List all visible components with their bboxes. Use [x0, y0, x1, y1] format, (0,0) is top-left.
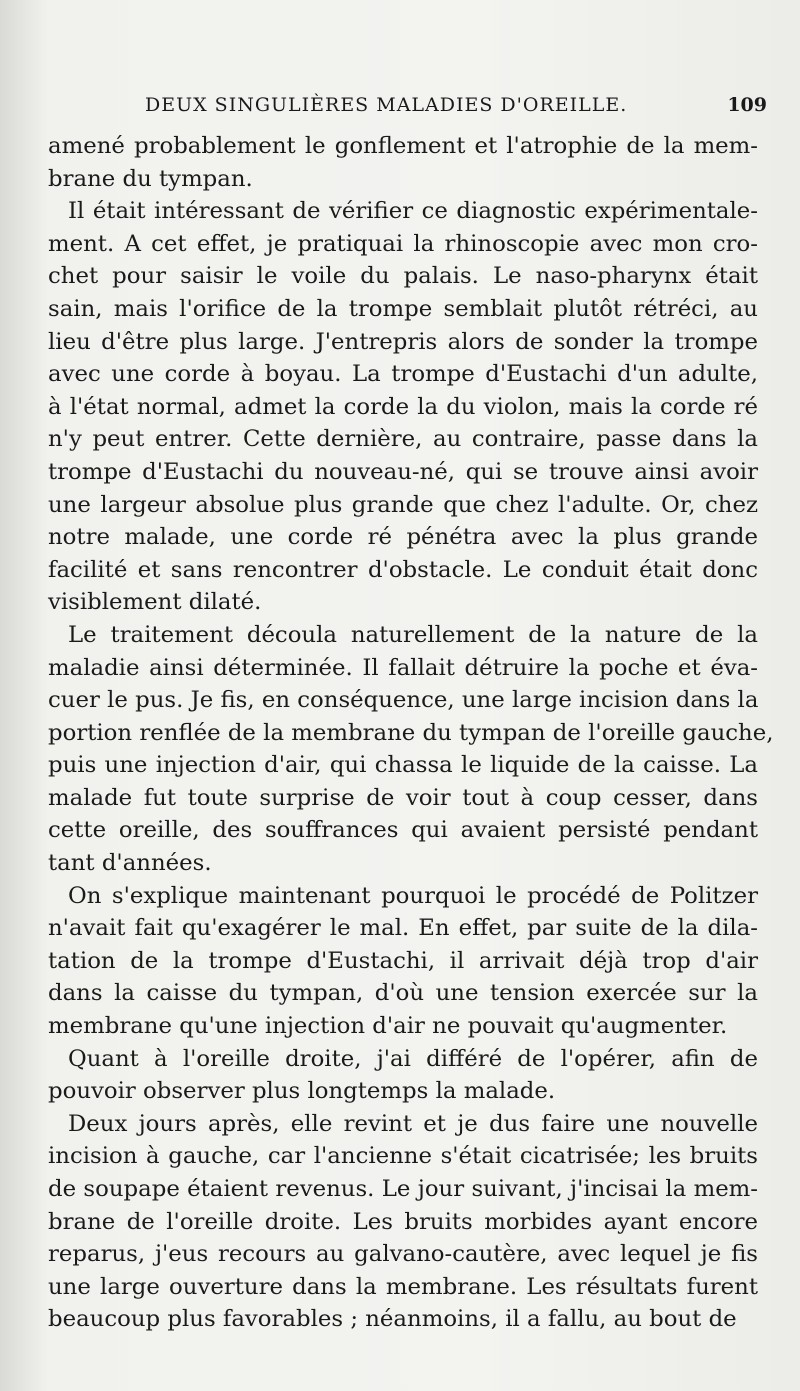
- text-line: Le traitement découla naturellement de la nature de la: [68, 621, 758, 648]
- text-line: avec une corde à boyau. La trompe d'Eustachi d'un adulte,: [48, 361, 758, 388]
- text-line: reparus, j'eus recours au galvano-cautère, avec lequel je fis: [48, 1241, 758, 1268]
- text-line: ment. A cet effet, je pratiquai la rhinoscopie avec mon cro-: [48, 230, 758, 257]
- text-line: n'avait fait qu'exagérer le mal. En effet, par suite de la dila-: [48, 915, 758, 942]
- text-line: On s'explique maintenant pourquoi le procédé de Politzer: [68, 882, 758, 909]
- text-line: brane de l'oreille droite. Les bruits morbides ayant encore: [48, 1208, 758, 1235]
- text-line: tant d'années.: [48, 850, 212, 877]
- text-line: Il était intéressant de vérifier ce diagnostic expérimentale-: [68, 198, 758, 225]
- text-line: dans la caisse du tympan, d'où une tension exercée sur la: [48, 980, 758, 1007]
- text-line: Deux jours après, elle revint et je dus faire une nouvelle: [68, 1110, 758, 1137]
- text-line: puis une injection d'air, qui chassa le liquide de la caisse. La: [48, 752, 758, 779]
- text-line: une large ouverture dans la membrane. Les résultats furent: [48, 1273, 758, 1300]
- text-line: à l'état normal, admet la corde la du violon, mais la corde ré: [48, 393, 758, 420]
- text-line: chet pour saisir le voile du palais. Le naso-pharynx était: [48, 263, 758, 290]
- text-line: brane du tympan.: [48, 165, 253, 192]
- paragraph: [48, 195, 758, 619]
- paragraph: [48, 880, 758, 1043]
- text-line: cette oreille, des souffrances qui avaient persisté pendant: [48, 817, 758, 844]
- text-line: portion renflée de la membrane du tympan de l'oreille gauche,: [48, 719, 774, 746]
- text-line: amené probablement le gonflement et l'atrophie de la mem-: [48, 133, 758, 159]
- page-header: [145, 94, 775, 124]
- text-line: Quant à l'oreille droite, j'ai différé de l'opérer, afin de: [68, 1045, 758, 1072]
- text-line: notre malade, une corde ré pénétra avec la plus grande: [48, 524, 758, 551]
- text-line: lieu d'être plus large. J'entrepris alors de sonder la trompe: [48, 328, 758, 355]
- paragraph: [48, 1043, 758, 1108]
- text-line: pouvoir observer plus longtemps la malade.: [48, 1078, 556, 1105]
- text-line: n'y peut entrer. Cette dernière, au contraire, passe dans la: [48, 426, 758, 453]
- text-line: facilité et sans rencontrer d'obstacle. Le conduit était donc: [48, 556, 758, 583]
- text-line: beaucoup plus favorables ; néanmoins, il a fallu, au bout de: [48, 1306, 737, 1333]
- paragraph: [48, 130, 758, 195]
- body-text: [48, 130, 774, 1336]
- text-line: de soupape étaient revenus. Le jour suivant, j'incisai la mem-: [48, 1176, 758, 1202]
- text-line: trompe d'Eustachi du nouveau-né, qui se trouve ainsi avoir: [48, 458, 758, 485]
- text-line: visiblement dilaté.: [48, 589, 262, 616]
- text-line: une largeur absolue plus grande que chez l'adulte. Or, chez: [48, 491, 758, 518]
- paragraph: [48, 619, 774, 880]
- text-line: sain, mais l'orifice de la trompe semblait plutôt rétréci, au: [48, 295, 758, 322]
- text-line: cuer le pus. Je fis, en conséquence, une large incision dans la: [48, 687, 759, 714]
- page-number: 109: [727, 94, 767, 116]
- text-line: tation de la trompe d'Eustachi, il arrivait déjà trop d'air: [48, 947, 758, 974]
- paragraph: [48, 1108, 758, 1336]
- text-line: malade fut toute surprise de voir tout à coup cesser, dans: [48, 784, 758, 811]
- running-title: DEUX SINGULIÈRES MALADIES D'OREILLE.: [145, 94, 628, 116]
- text-line: membrane qu'une injection d'air ne pouvait qu'augmenter.: [48, 1013, 728, 1040]
- text-line: incision à gauche, car l'ancienne s'était cicatrisée; les bruits: [48, 1143, 758, 1170]
- text-line: maladie ainsi déterminée. Il fallait détruire la poche et éva-: [48, 654, 758, 681]
